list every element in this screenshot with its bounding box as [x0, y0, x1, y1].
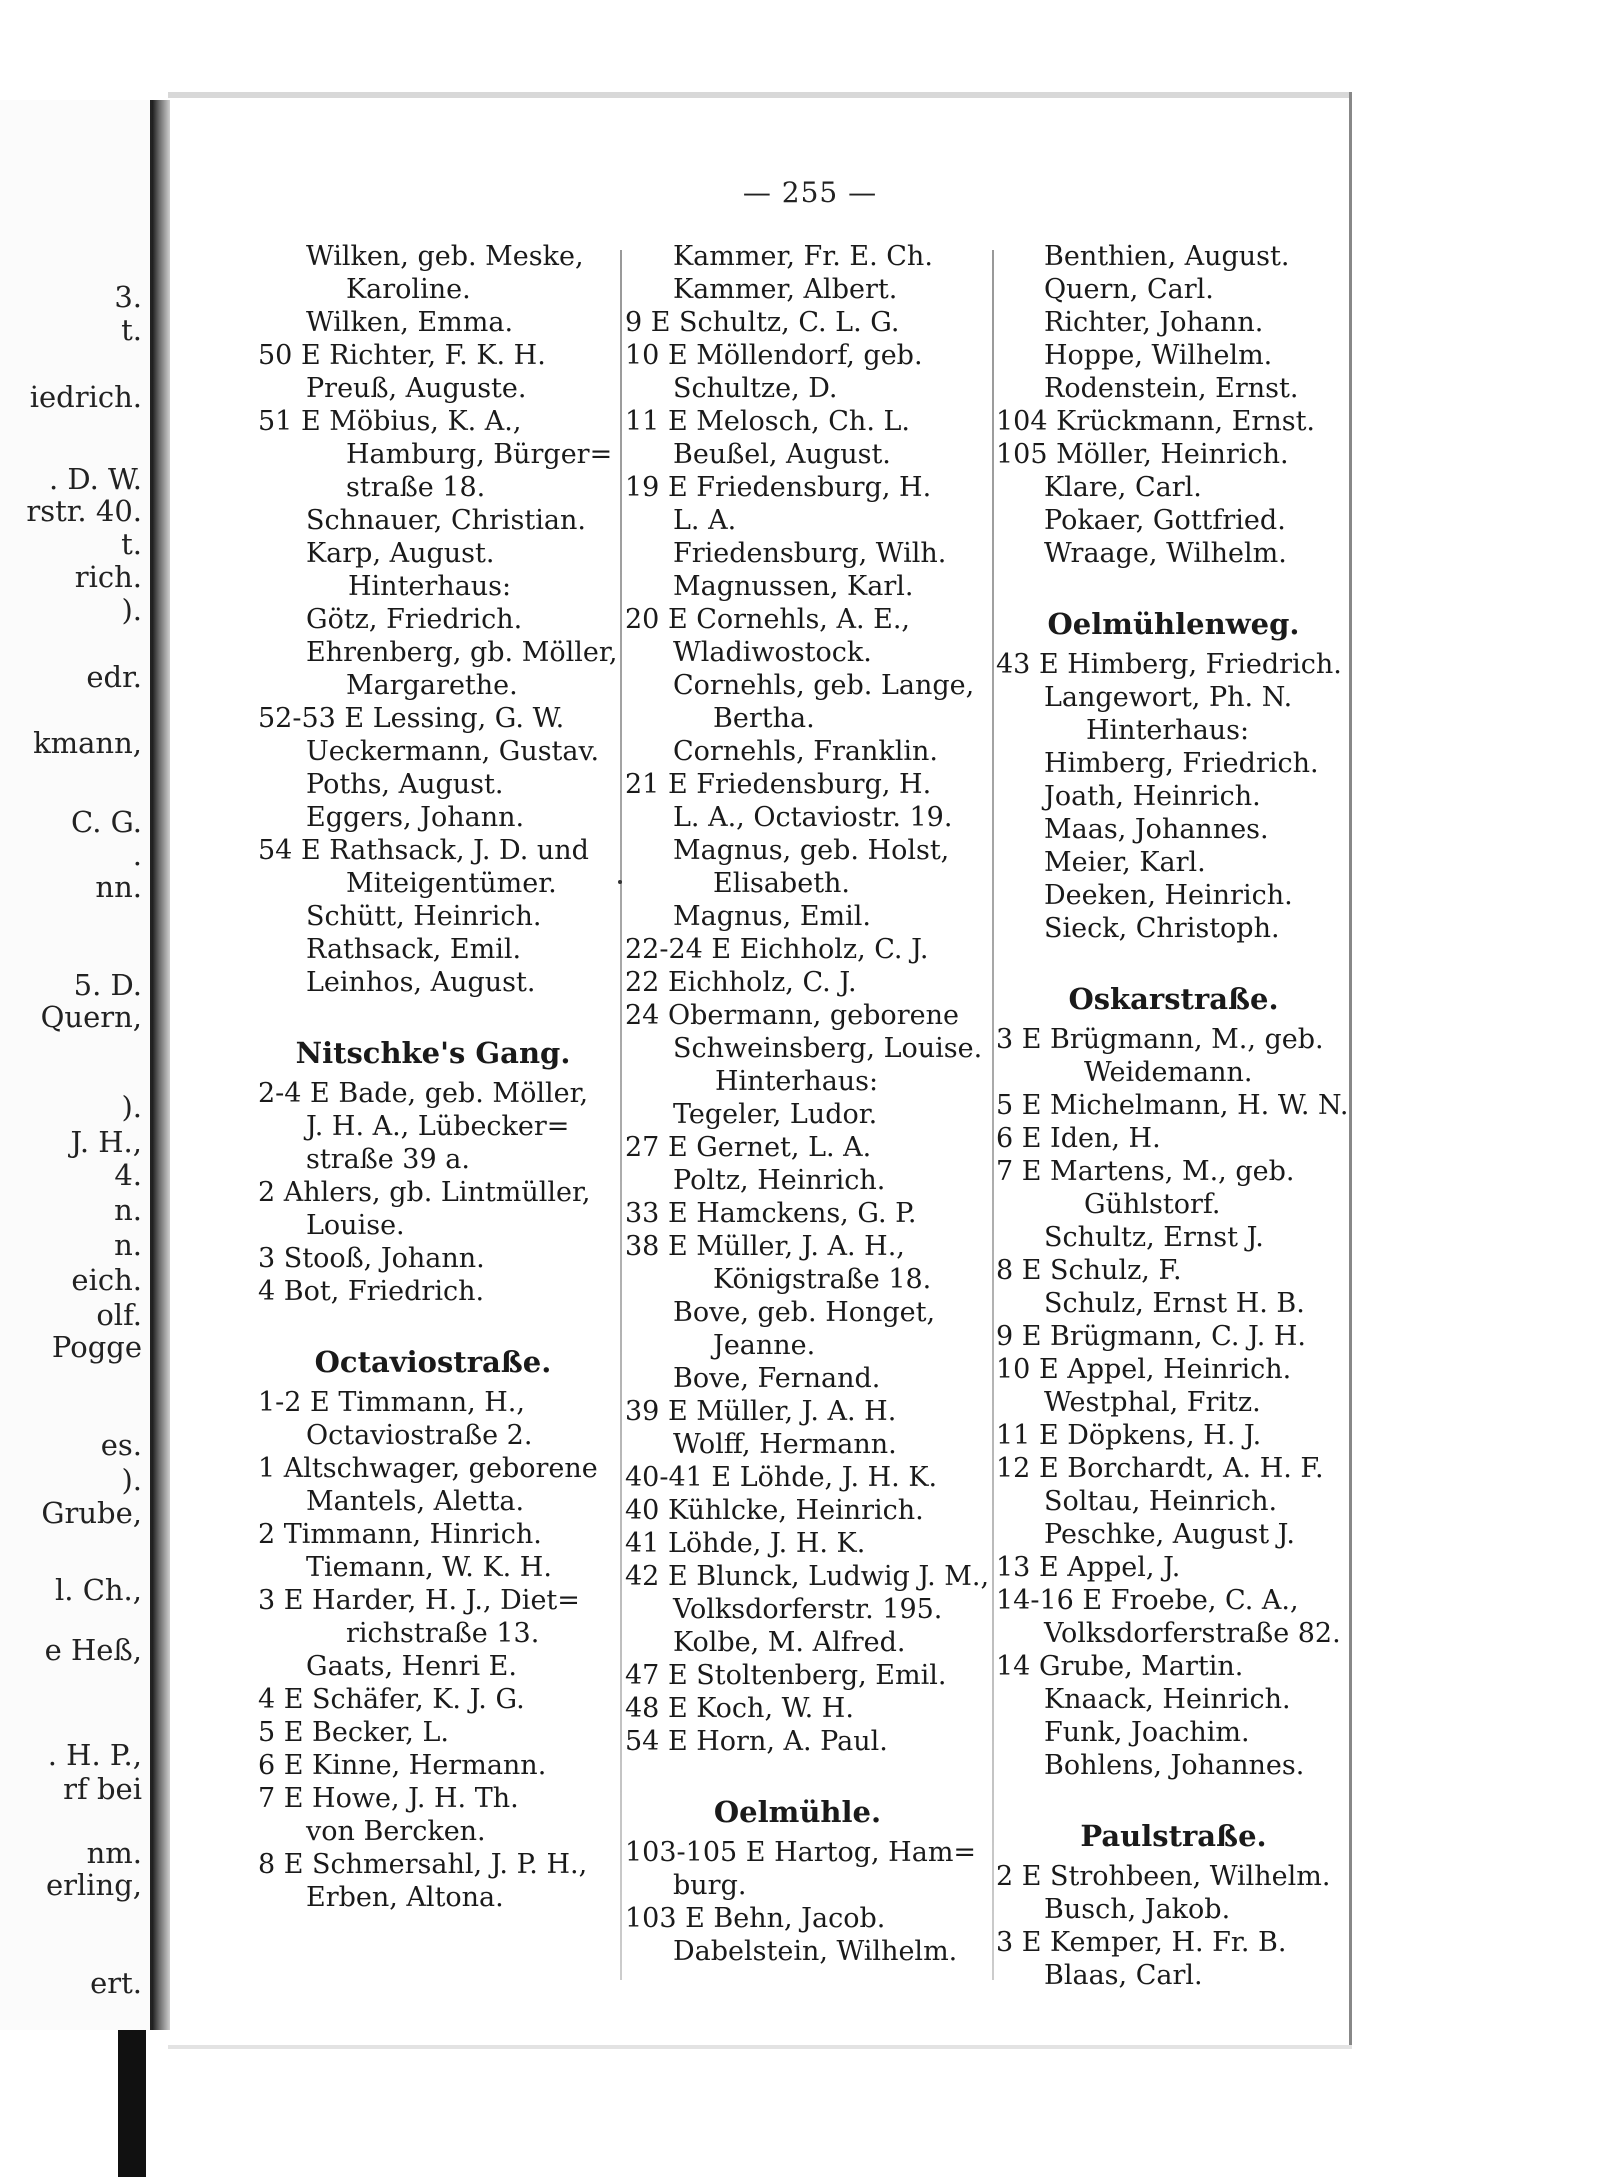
entry-line: Octaviostraße 2.: [306, 1420, 533, 1451]
entry-line: Richter, Johann.: [1044, 307, 1264, 338]
entry-line: Schultze, D.: [673, 373, 838, 404]
entry-line: 5 E Becker, L.: [258, 1717, 449, 1748]
previous-page-text: ert.: [90, 1966, 142, 2000]
entry-line: Margarethe.: [346, 670, 518, 701]
directory-column-3: [996, 240, 1351, 1992]
previous-page-text: . D. W.: [48, 462, 142, 496]
entry-line: Schnauer, Christian.: [306, 505, 586, 536]
entry-line: Poltz, Heinrich.: [673, 1165, 886, 1196]
entry-line: Funk, Joachim.: [1044, 1717, 1250, 1748]
bookmark-ribbon: [118, 2030, 146, 2177]
street-heading: Oskarstraße.: [1068, 982, 1279, 1016]
entry-line: 50 E Richter, F. K. H.: [258, 340, 546, 371]
entry-line: Westphal, Fritz.: [1044, 1387, 1261, 1418]
entry-line: 40 Kühlcke, Heinrich.: [625, 1495, 924, 1526]
column-separator: [992, 250, 994, 1980]
entry-line: Cornehls, Franklin.: [673, 736, 938, 767]
entry-line: 3 E Kemper, H. Fr. B.: [996, 1927, 1287, 1958]
spacer: [996, 1782, 1351, 1812]
entry-line: 103-105 E Hartog, Ham=: [625, 1837, 977, 1868]
entry-line: 38 E Müller, J. A. H.,: [625, 1231, 905, 1262]
entry-line: straße 18.: [346, 472, 486, 503]
entry-line: L. A.: [673, 505, 737, 536]
entry-line: Knaack, Heinrich.: [1044, 1684, 1291, 1715]
entry-line: 14 Grube, Martin.: [996, 1651, 1244, 1682]
entry-line: Hinterhaus:: [1086, 715, 1250, 746]
entry-line: 5 E Michelmann, H. W. N.: [996, 1090, 1349, 1121]
entry-line: Tegeler, Ludor.: [673, 1099, 878, 1130]
entry-line: richstraße 13.: [346, 1618, 540, 1649]
directory-column-2: [625, 240, 990, 1968]
entry-line: Karoline.: [346, 274, 471, 305]
entry-line: Volksdorferstraße 82.: [1044, 1618, 1341, 1649]
directory-column-1: [258, 240, 618, 1914]
entry-line: Meier, Karl.: [1044, 847, 1206, 878]
entry-line: Hamburg, Bürger=: [346, 439, 613, 470]
previous-page-text: C. G.: [71, 805, 142, 839]
entry-line: 41 Löhde, J. H. K.: [625, 1528, 866, 1559]
entry-line: 20 E Cornehls, A. E.,: [625, 604, 911, 635]
entry-line: L. A., Octaviostr. 19.: [673, 802, 953, 833]
page-top-edge: [168, 92, 1352, 98]
entry-line: Ehrenberg, gb. Möller,: [306, 637, 618, 668]
entry-line: Louise.: [306, 1210, 405, 1241]
entry-line: 33 E Hamckens, G. P.: [625, 1198, 917, 1229]
entry-line: Blaas, Carl.: [1044, 1960, 1203, 1991]
previous-page-text: t.: [121, 313, 142, 347]
entry-line: Karp, August.: [306, 538, 495, 569]
entry-line: 11 E Döpkens, H. J.: [996, 1420, 1262, 1451]
entry-line: Jeanne.: [713, 1330, 816, 1361]
entry-line: 51 E Möbius, K. A.,: [258, 406, 522, 437]
previous-page-text: 5. D.: [73, 968, 142, 1002]
entry-line: 3 E Brügmann, M., geb.: [996, 1024, 1324, 1055]
street-heading: Oelmühlenweg.: [1047, 607, 1300, 641]
previous-page-text: nm.: [86, 1836, 142, 1870]
entry-line: Tiemann, W. K. H.: [306, 1552, 552, 1583]
entry-line: 2 Ahlers, gb. Lintmüller,: [258, 1177, 591, 1208]
entry-line: Cornehls, geb. Lange,: [673, 670, 975, 701]
previous-page-text: . H. P.,: [47, 1738, 142, 1772]
entry-line: Rathsack, Emil.: [306, 934, 522, 965]
entry-line: Soltau, Heinrich.: [1044, 1486, 1278, 1517]
entry-line: Quern, Carl.: [1044, 274, 1214, 305]
spacer: [625, 1758, 970, 1788]
previous-page-text: ).: [121, 593, 142, 627]
entry-line: Wolff, Hermann.: [673, 1429, 897, 1460]
entry-line: 1 Altschwager, geborene: [258, 1453, 598, 1484]
entry-line: 14-16 E Froebe, C. A.,: [996, 1585, 1299, 1616]
previous-page-text: olf.: [96, 1298, 142, 1332]
entry-line: Bove, geb. Honget,: [673, 1297, 936, 1328]
entry-line: straße 39 a.: [306, 1144, 470, 1175]
entry-line: Erben, Altona.: [306, 1882, 504, 1913]
entry-line: 7 E Howe, J. H. Th.: [258, 1783, 519, 1814]
entry-line: Langewort, Ph. N.: [1044, 682, 1293, 713]
entry-line: Rodenstein, Ernst.: [1044, 373, 1299, 404]
previous-page-text: 3.: [114, 280, 142, 314]
spacer: [996, 945, 1351, 975]
entry-line: 4 Bot, Friedrich.: [258, 1276, 485, 1307]
entry-line: 2 Timmann, Hinrich.: [258, 1519, 542, 1550]
entry-line: Friedensburg, Wilh.: [673, 538, 947, 569]
entry-line: 6 E Iden, H.: [996, 1123, 1161, 1154]
entry-line: Magnus, geb. Holst,: [673, 835, 950, 866]
previous-page-text: kmann,: [33, 726, 142, 760]
previous-page-text: eich.: [71, 1263, 142, 1297]
entry-line: Hinterhaus:: [348, 571, 512, 602]
entry-line: 4 E Schäfer, K. J. G.: [258, 1684, 525, 1715]
entry-line: 11 E Melosch, Ch. L.: [625, 406, 911, 437]
ink-dot: [618, 880, 622, 884]
entry-line: 6 E Kinne, Hermann.: [258, 1750, 547, 1781]
entry-line: Eggers, Johann.: [306, 802, 525, 833]
entry-line: burg.: [673, 1870, 747, 1901]
entry-line: Weidemann.: [1084, 1057, 1253, 1088]
entry-line: 8 E Schulz, F.: [996, 1255, 1182, 1286]
entry-line: 8 E Schmersahl, J. P. H.,: [258, 1849, 588, 1880]
entry-line: 27 E Gernet, L. A.: [625, 1132, 872, 1163]
spacer: [258, 999, 608, 1029]
entry-line: 21 E Friedensburg, H.: [625, 769, 932, 800]
previous-page-text: edr.: [86, 660, 142, 694]
entry-line: 105 Möller, Heinrich.: [996, 439, 1289, 470]
previous-page-text: J. H.,: [70, 1125, 142, 1159]
entry-line: Busch, Jakob.: [1044, 1894, 1231, 1925]
previous-page-text: rstr. 40.: [26, 494, 142, 528]
previous-page-text: l. Ch.,: [54, 1573, 142, 1607]
spacer: [996, 570, 1351, 600]
spacer: [258, 1308, 608, 1338]
previous-page-text: erling,: [45, 1868, 142, 1902]
entry-line: 42 E Blunck, Ludwig J. M.,: [625, 1561, 990, 1592]
entry-line: Himberg, Friedrich.: [1044, 748, 1319, 779]
entry-line: Mantels, Aletta.: [306, 1486, 525, 1517]
entry-line: 54 E Horn, A. Paul.: [625, 1726, 888, 1757]
entry-line: Wilken, geb. Meske,: [306, 241, 584, 272]
street-heading: Oelmühle.: [713, 1795, 882, 1829]
previous-page-text: n.: [114, 1193, 142, 1227]
previous-page-text: nn.: [95, 870, 142, 904]
entry-line: Deeken, Heinrich.: [1044, 880, 1293, 911]
street-heading: Nitschke's Gang.: [295, 1036, 571, 1070]
previous-page-text: Pogge: [51, 1330, 142, 1364]
entry-line: 52-53 E Lessing, G. W.: [258, 703, 565, 734]
previous-page-text: rf bei: [63, 1772, 142, 1806]
entry-line: Joath, Heinrich.: [1044, 781, 1261, 812]
entry-line: 2-4 E Bade, geb. Möller,: [258, 1078, 589, 1109]
entry-line: 43 E Himberg, Friedrich.: [996, 649, 1342, 680]
entry-line: 1-2 E Timmann, H.,: [258, 1387, 525, 1418]
entry-line: 9 E Schultz, C. L. G.: [625, 307, 900, 338]
entry-line: Dabelstein, Wilhelm.: [673, 1936, 958, 1967]
entry-line: 39 E Müller, J. A. H.: [625, 1396, 897, 1427]
entry-line: Beußel, August.: [673, 439, 891, 470]
entry-line: J. H. A., Lübecker=: [306, 1111, 570, 1142]
entry-line: 103 E Behn, Jacob.: [625, 1903, 886, 1934]
entry-line: Elisabeth.: [713, 868, 851, 899]
entry-line: Königstraße 18.: [713, 1264, 932, 1295]
previous-page-text: Grube,: [41, 1496, 142, 1530]
entry-line: 22-24 E Eichholz, C. J.: [625, 934, 929, 965]
entry-line: Wladiwostock.: [673, 637, 872, 668]
entry-line: Leinhos, August.: [306, 967, 536, 998]
entry-line: Klare, Carl.: [1044, 472, 1202, 503]
previous-page-text: Quern,: [40, 1000, 142, 1034]
entry-line: 22 Eichholz, C. J.: [625, 967, 857, 998]
column-separator: [620, 250, 622, 1980]
street-heading: Paulstraße.: [1080, 1819, 1267, 1853]
entry-line: Götz, Friedrich.: [306, 604, 523, 635]
previous-page-text: n.: [114, 1228, 142, 1262]
previous-page-text: t.: [121, 527, 142, 561]
entry-line: Magnussen, Karl.: [673, 571, 914, 602]
entry-line: von Bercken.: [306, 1816, 486, 1847]
previous-page-text: es.: [100, 1428, 142, 1462]
page-number: — 255 —: [742, 176, 878, 209]
previous-page-fragment: [0, 100, 152, 2030]
entry-line: 10 E Möllendorf, geb.: [625, 340, 923, 371]
entry-line: Ueckermann, Gustav.: [306, 736, 600, 767]
entry-line: Wilken, Emma.: [306, 307, 514, 338]
entry-line: Bertha.: [713, 703, 815, 734]
previous-page-text: e Heß,: [44, 1633, 142, 1667]
entry-line: 104 Krückmann, Ernst.: [996, 406, 1316, 437]
book-gutter: [152, 100, 170, 2030]
entry-line: Kammer, Albert.: [673, 274, 898, 305]
entry-line: Wraage, Wilhelm.: [1044, 538, 1287, 569]
previous-page-text: rich.: [74, 560, 142, 594]
entry-line: Pokaer, Gottfried.: [1044, 505, 1286, 536]
entry-line: Preuß, Auguste.: [306, 373, 527, 404]
entry-line: 3 Stooß, Johann.: [258, 1243, 485, 1274]
entry-line: Schweinsberg, Louise.: [673, 1033, 983, 1064]
entry-line: 48 E Koch, W. H.: [625, 1693, 854, 1724]
entry-line: Volksdorferstr. 195.: [673, 1594, 943, 1625]
entry-line: Maas, Johannes.: [1044, 814, 1269, 845]
entry-line: 7 E Martens, M., geb.: [996, 1156, 1295, 1187]
entry-line: Schütt, Heinrich.: [306, 901, 542, 932]
previous-page-text: ).: [121, 1463, 142, 1497]
entry-line: Gühlstorf.: [1084, 1189, 1221, 1220]
entry-line: 54 E Rathsack, J. D. und: [258, 835, 589, 866]
entry-line: 47 E Stoltenberg, Emil.: [625, 1660, 947, 1691]
entry-line: 3 E Harder, H. J., Diet=: [258, 1585, 580, 1616]
entry-line: 40-41 E Löhde, J. H. K.: [625, 1462, 938, 1493]
entry-line: 13 E Appel, J.: [996, 1552, 1181, 1583]
entry-line: 19 E Friedensburg, H.: [625, 472, 932, 503]
entry-line: 10 E Appel, Heinrich.: [996, 1354, 1292, 1385]
page-bottom-edge: [168, 2045, 1352, 2049]
entry-line: 2 E Strohbeen, Wilhelm.: [996, 1861, 1331, 1892]
entry-line: Schultz, Ernst J.: [1044, 1222, 1264, 1253]
previous-page-text: iedrich.: [29, 380, 142, 414]
entry-line: Poths, August.: [306, 769, 504, 800]
entry-line: Hinterhaus:: [715, 1066, 879, 1097]
entry-line: Kammer, Fr. E. Ch.: [673, 241, 933, 272]
street-heading: Octaviostraße.: [314, 1345, 552, 1379]
entry-line: Gaats, Henri E.: [306, 1651, 517, 1682]
previous-page-text: .: [132, 838, 142, 872]
entry-line: Peschke, August J.: [1044, 1519, 1295, 1550]
entry-line: 9 E Brügmann, C. J. H.: [996, 1321, 1306, 1352]
entry-line: 12 E Borchardt, A. H. F.: [996, 1453, 1324, 1484]
entry-line: Benthien, August.: [1044, 241, 1290, 272]
previous-page-text: 4.: [114, 1158, 142, 1192]
entry-line: Bohlens, Johannes.: [1044, 1750, 1305, 1781]
entry-line: Kolbe, M. Alfred.: [673, 1627, 906, 1658]
entry-line: Miteigentümer.: [346, 868, 557, 899]
previous-page-text: ).: [121, 1090, 142, 1124]
entry-line: Sieck, Christoph.: [1044, 913, 1280, 944]
entry-line: Schulz, Ernst H. B.: [1044, 1288, 1305, 1319]
entry-line: 24 Obermann, geborene: [625, 1000, 959, 1031]
entry-line: Hoppe, Wilhelm.: [1044, 340, 1273, 371]
entry-line: Magnus, Emil.: [673, 901, 871, 932]
entry-line: Bove, Fernand.: [673, 1363, 881, 1394]
